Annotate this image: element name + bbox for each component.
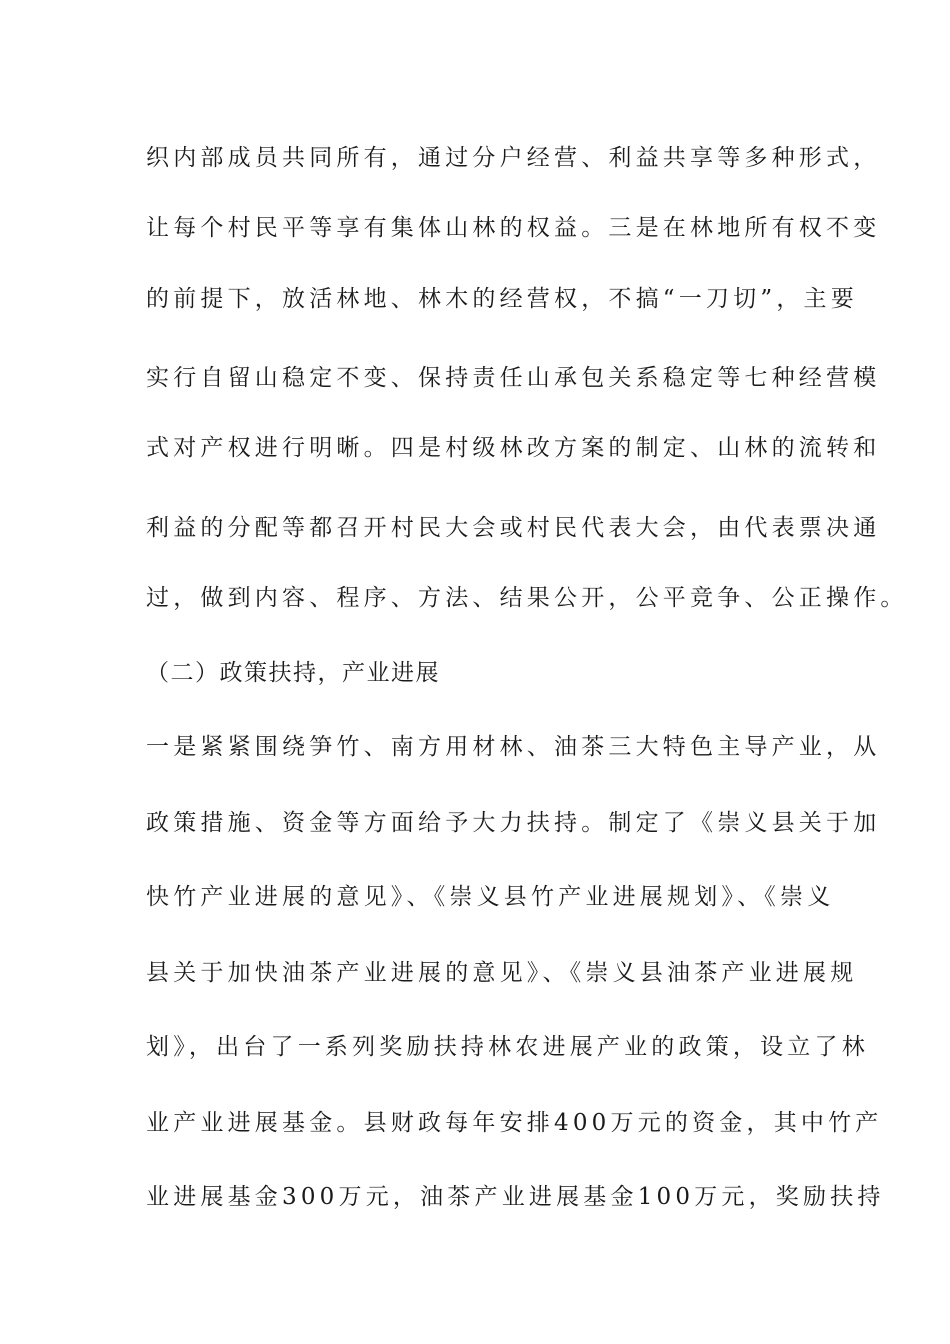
paragraph-line: 政策措施、资金等方面给予大力扶持。制定了《崇义县关于加: [146, 810, 881, 836]
paragraph-line: 一是紧紧围绕笋竹、南方用材林、油茶三大特色主导产业，从: [146, 734, 881, 760]
paragraph-line: 业进展基金300万元，油茶产业进展基金100万元，奖励扶持: [146, 1184, 885, 1210]
section-heading: （二）政策扶持，产业进展: [146, 660, 440, 686]
paragraph-line: 县关于加快油茶产业进展的意见》、《崇义县油茶产业进展规: [146, 960, 858, 986]
paragraph-line: 式对产权进行明晰。四是村级林改方案的制定、山林的流转和: [146, 435, 881, 461]
paragraph-line: 利益的分配等都召开村民大会或村民代表大会，由代表票决通: [146, 515, 881, 541]
paragraph-line: 的前提下，放活林地、林木的经营权，不搞“一刀切”，主要: [146, 286, 858, 312]
paragraph-line: 让每个村民平等享有集体山林的权益。三是在林地所有权不变: [146, 215, 881, 241]
paragraph-line: 过，做到内容、程序、方法、结果公开，公平竞争、公正操作。: [146, 585, 908, 611]
paragraph-line: 实行自留山稳定不变、保持责任山承包关系稳定等七种经营模: [146, 365, 881, 391]
paragraph-line: 业产业进展基金。县财政每年安排400万元的资金，其中竹产: [146, 1110, 883, 1136]
paragraph-line: 织内部成员共同所有，通过分户经营、利益共享等多种形式，: [146, 145, 881, 171]
paragraph-line: 快竹产业进展的意见》、《崇义县竹产业进展规划》、《崇义: [146, 884, 835, 910]
paragraph-line: 划》，出台了一系列奖励扶持林农进展产业的政策，设立了林: [146, 1034, 869, 1060]
